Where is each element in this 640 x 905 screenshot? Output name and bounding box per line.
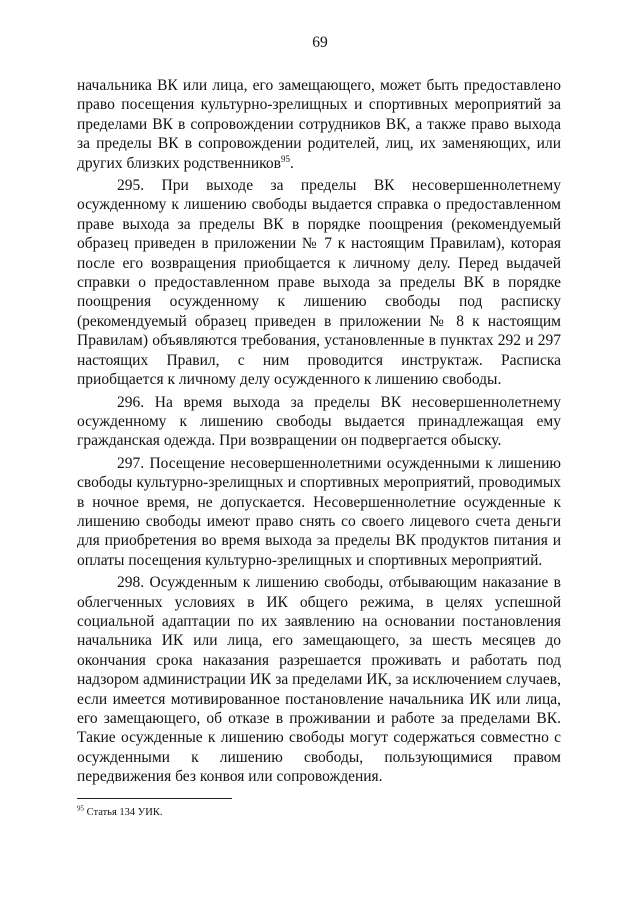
paragraph-continuation (77, 76, 561, 173)
paragraph-296: 296. На время выхода за пределы ВК несовершеннолетнему осужденному к лишению свободы выдается принадлежащая ему гражданская одежда. При возвращении он подвергается обыску. (77, 393, 561, 450)
paragraph-297: 297. Посещение несовершеннолетними осужденными к лишению свободы культурно-зрелищных и спортивных мероприятий, проводимых в ночное время, не допускается. Несовершеннолетние осужденные к лишению свободы имеют право снять со своего лицевого счета деньги для приобретения во время выхода за пределы ВК продуктов питания и оплаты посещения культурно-зрелищных и спортивных мероприятий. (77, 454, 561, 569)
footnote-divider (77, 798, 232, 799)
paragraph-298: 298. Осужденным к лишению свободы, отбывающим наказание в облегченных условиях в ИК общего режима, в целях успешной социальной адаптации по их заявлению на основании постановления начальника ИК или лица, его замещающего, за шесть месяцев до окончания срока наказания разрешается проживать и работать под надзором администрации ИК за пределами ИК, за исключением случаев, если имеется мотивированное постановление начальника ИК или лица, его замещающего, об отказе в проживании и работе за пределами ВК. Такие осужденные к лишению свободы могут содержаться совместно с осужденными к лишению свободы, пользующимися правом передвижения без конвоя или сопровождения. (77, 574, 561, 786)
footnote-number: 95 (77, 804, 84, 813)
page-number: 69 (312, 34, 328, 51)
document-body (77, 76, 561, 790)
footnote-reference[interactable]: 95 (280, 153, 290, 164)
footnote-text: Статья 134 УИК. (86, 807, 163, 818)
paragraph-text: начальника ВК или лица, его замещающего, может быть предоставлено право посещения культурно-зрелищных и спортивных мероприятий за пределами ВК в сопровождении сотрудников ВК, а также право выхода за пределы ВК в сопровождении родителей, лиц, их заменяющих, или других близких родственников (77, 77, 561, 172)
paragraph-tail: . (289, 154, 294, 172)
paragraph-295: 295. При выходе за пределы ВК несовершеннолетнему осужденному к лишению свободы выдается справка о предоставленном праве выхода за пределы ВК в порядке поощрения (рекомендуемый образец приведен в приложении № 7 к настоящим Правилам), которая после его возвращения приобщается к личному делу. Перед выдачей справки о предоставленном праве выхода за пределы ВК в порядке поощрения осужденному к лишению свободы под расписку (рекомендуемый образец приведен в приложении № 8 к настоящим Правилам) объявляются требования, установленные в пунктах 292 и 297 настоящих Правил, с ним проводится инструктаж. Расписка приобщается к личному делу осужденного к лишению свободы. (77, 177, 561, 389)
footnote (77, 806, 162, 819)
